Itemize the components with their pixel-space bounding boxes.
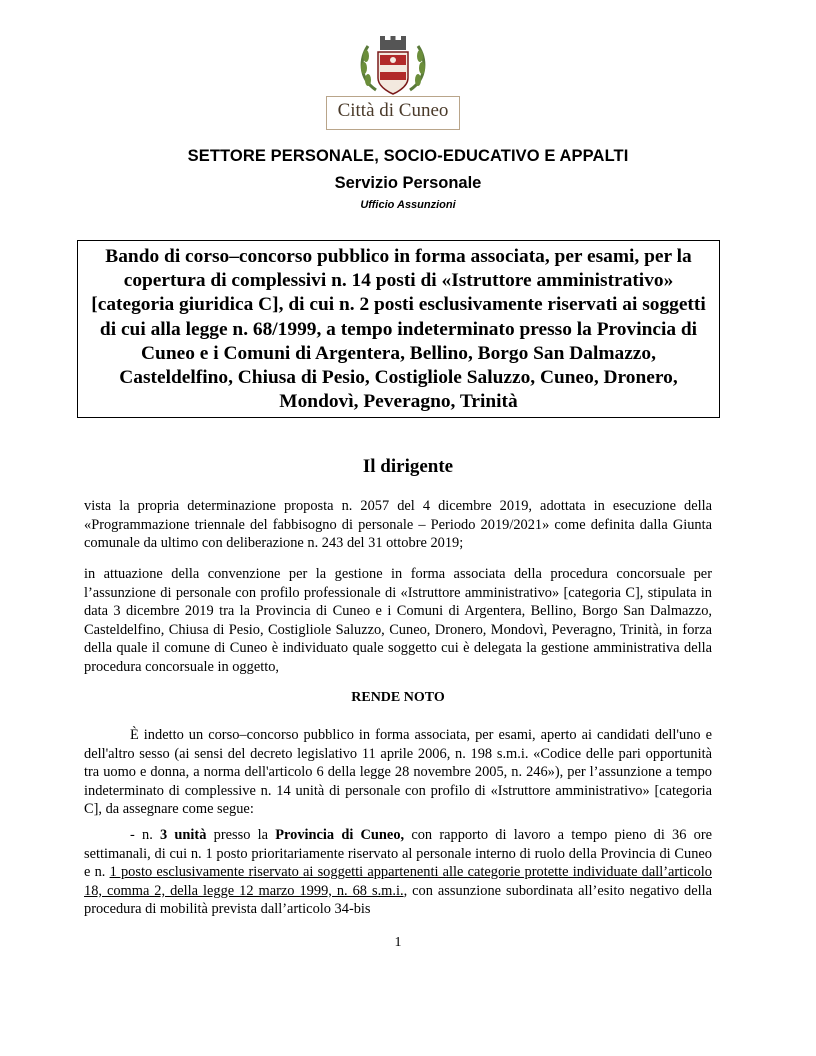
logo-text: Città di Cuneo <box>337 100 449 121</box>
allocation-mid: presso la <box>206 827 276 843</box>
notice-title: Bando di corso–concorso pubblico in forma associata, per esami, per la copertura di complessivi n. 14 posti di «Istruttore amministrativo» [categoria giuridica C], di cui n. 2 posti esclusivamente riservati ai soggetti di cui alla legge n. 68/1999, a tempo indeterminato presso la Provincia di Cuneo e i Comuni di Argentera, Bellino, Borgo San Dalmazzo, Casteldelfino, Chiusa di Pesio, Costigliole Saluzzo, Cuneo, Dronero, Mondovì, Peveragno, Trinità <box>91 246 706 413</box>
paragraph-announcement: È indetto un corso–concorso pubblico in forma associata, per esami, aperto ai candidati dell'uno e dell'altro sesso (ai sensi del decreto legislativo 11 aprile 2006, n. 198 s.m.i. «Codice delle pari opportunità tra uomo e donna, a norma dell'articolo 6 della legge 28 novembre 2005, n. 246»), per l’assunzione a tempo indeterminato di complessive n. 14 unità di personale con profilo di «Istruttore amministrativo» [categoria C], da assegnare come segue: <box>84 727 712 818</box>
allocation-entity: Provincia di Cuneo, <box>275 827 405 843</box>
office-heading: Ufficio Assunzioni <box>360 199 456 211</box>
rende-noto-heading: RENDE NOTO <box>351 690 445 705</box>
service-heading: Servizio Personale <box>334 174 482 192</box>
coat-of-arms-icon <box>318 28 468 100</box>
allocation-units: 3 unità <box>160 827 207 843</box>
allocation-prefix: - n. <box>130 827 161 843</box>
paragraph-allocation <box>84 826 712 919</box>
allocation-text-end: , con assunzione subordinata all’esito negativo della procedura di mobilità prevista dall’articolo 34-bis <box>84 882 712 918</box>
notice-title-box <box>77 240 720 418</box>
section-heading: Il dirigente <box>362 456 454 477</box>
paragraph-convenzione: in attuazione della convenzione per la gestione in forma associata della procedura concorsuale per l’assunzione di personale con profilo professionale di «Istruttore amministrativo» [categoria C], stipulata in data 3 dicembre 2019 tra la Provincia di Cuneo e i Comuni di Argentera, Bellino, Borgo San Dalmazzo, Casteldelfino, Chiusa di Pesio, Costigliole Saluzzo, Cuneo, Dronero, Mondovì, Peveragno, Trinità, in forza della quale il comune di Cuneo è individuato quale soggetto cui è delegata la gestione amministrativa della procedura concorsuale in oggetto, <box>84 566 712 675</box>
reserved-post-text: 1 posto esclusivamente riservato ai soggetti appartenenti alle categorie protette individuate dall’articolo 18, comma 2, della legge 12 marzo 1999, n. 68 s.m.i. <box>84 864 712 899</box>
sector-heading: SETTORE PERSONALE, SOCIO-EDUCATIVO E APPALTI <box>187 147 629 165</box>
paragraph-determinazione: vista la propria determinazione proposta n. 2057 del 4 dicembre 2019, adottata in esecuzione della «Programmazione triennale del fabbisogno di personale – Periodo 2019/2021» come definita dalla Giunta comunale da ultimo con deliberazione n. 243 del 31 ottobre 2019; <box>84 498 712 552</box>
city-logo <box>318 28 468 136</box>
page-number: 1 <box>394 935 402 950</box>
allocation-text: con rapporto di lavoro a tempo pieno di 36 ore settimanali, di cui n. 1 posto prioritariamente riservato al personale interno di ruolo della Provincia di Cuneo e n. <box>84 827 713 881</box>
